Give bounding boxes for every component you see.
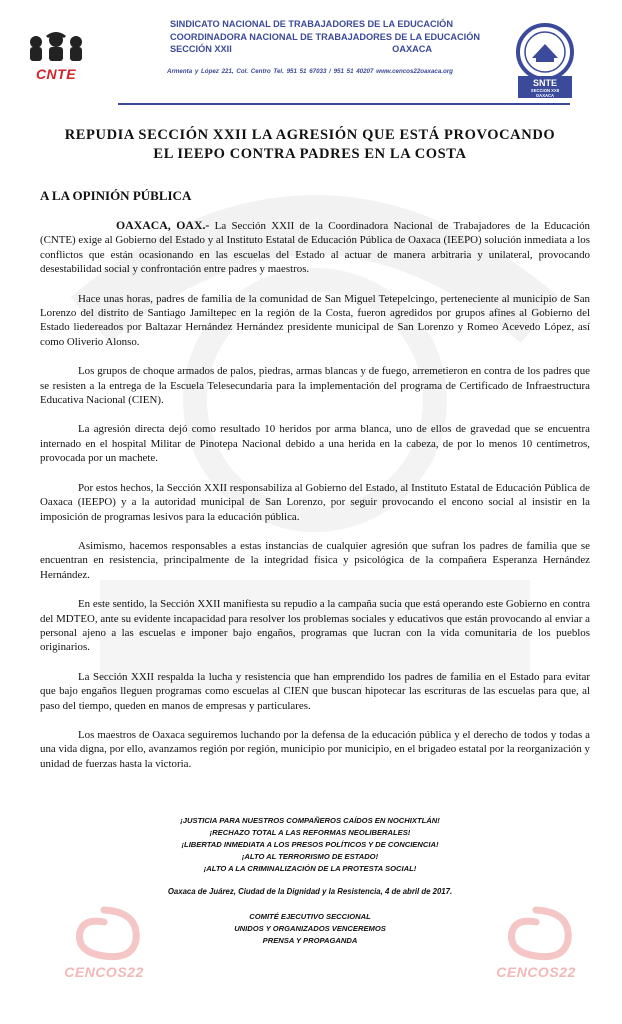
- cencos-swirl-icon: [476, 900, 596, 964]
- header-org-names: [170, 18, 481, 56]
- title-line-1: REPUDIA SECCIÓN XXII LA AGRESIÓN QUE ESTÁ PROVOCANDO: [64, 127, 556, 143]
- slogans: [120, 815, 500, 875]
- date-line: Oaxaca de Juárez, Ciudad de la Dignidad y la Resistencia, 4 de abril de 2017.: [167, 887, 453, 896]
- motto: UNIDOS Y ORGANIZADOS VENCEREMOS: [234, 924, 386, 933]
- paragraph-3: Los grupos de choque armados de palos, piedras, armas blancas y de fuego, arremetieron en contra de los padres que se resisten a la entrega de la Escuela Telesecundaria para la implementación del programa de Certificado de Infraestructura Educativa Nacional (CIEN).: [40, 365, 590, 407]
- title-line-2: EL IEEPO CONTRA PADRES EN LA COSTA: [153, 146, 467, 162]
- slogan: ¡RECHAZO TOTAL A LAS REFORMAS NEOLIBERALES!: [209, 828, 411, 837]
- paragraph-5: Por estos hechos, la Sección XXII responsabiliza al Gobierno del Estado, al Instituto Estatal de Educación Pública de Oaxaca (IEEPO) y a la autoridad municipal de San Lorenzo, por seguir provocando el encono social al insistir en la imposición de programas lesivos para la educación pública.: [40, 481, 590, 523]
- header-section: SECCIÓN XXII: [170, 44, 232, 54]
- paragraph-9: Los maestros de Oaxaca seguiremos luchando por la defensa de la educación pública y el derecho de todos y todas a una vida digna, por ello, avanzamos región por región, municipio por municipio, en el brigadeo estatal por la reorganización y unidad de fuerzas hasta la victoria.: [40, 728, 590, 770]
- dateline-lead: OAXACA, OAX.-: [116, 218, 210, 232]
- header-line-1: SINDICATO NACIONAL DE TRABAJADORES DE LA EDUCACIÓN: [170, 19, 453, 29]
- header-line-3: [170, 43, 432, 56]
- paragraph-4: La agresión directa dejó como resultado 10 heridos por arma blanca, uno de ellos de gravedad que se encuentra internado en el hospital Militar de Pinotepa Nacional debido a una herida en la cabeza, de por lo menos 10 centímetros, provocada por un machete.: [40, 423, 590, 465]
- document-title: [60, 126, 560, 164]
- slogan: ¡JUSTICIA PARA NUESTROS COMPAÑEROS CAÍDOS EN NOCHIXTLÁN!: [180, 816, 440, 825]
- paragraph-1: [40, 218, 590, 277]
- committee-name: COMITÉ EJECUTIVO SECCIONAL: [249, 912, 371, 921]
- header-address: Armenta y López 221, Col. Centro Tel. 951 51 67033 / 951 51 40207 www.cencos22oaxaca.org: [167, 68, 453, 75]
- cencos-label-left: CENCOS22: [64, 964, 144, 980]
- snte-logo-text: SNTE: [532, 78, 558, 88]
- cencos-label-right: CENCOS22: [496, 964, 576, 980]
- paragraph-7: En este sentido, la Sección XXII manifiesta su repudio a la campaña sucia que está operando este Gobierno en contra del MDTEO, ante su evidente incapacidad para resolver los problemas sociales y educativos que están provocando al enviar a personal ajeno a las escuelas e imponer bajo engaños, programas que lucran con la vida comunitaria de los pueblos originarios.: [40, 598, 590, 654]
- signature-block: [160, 911, 460, 947]
- header-state: OAXACA: [392, 44, 432, 54]
- cnte-logo: [22, 30, 102, 92]
- snte-seal-logo: [508, 22, 582, 100]
- snte-logo-section: SECCION XXII: [530, 88, 560, 93]
- paragraph-2: Hace unas horas, padres de familia de la comunidad de San Miguel Tetepelcingo, perteneciente al municipio de San Lorenzo del distrito de Santiago Jamiltepec en la región de la Costa, fueron agredidos por grupos afines al Gobierno del Estado liedereados por Baltazar Hernández Hernández presidente municipal de San Lorenzo y Romeo Acevedo López, así como Oliverio Alonso.: [40, 292, 590, 348]
- slogan: ¡ALTO A LA CRIMINALIZACIÓN DE LA PROTESTA SOCIAL!: [203, 864, 417, 873]
- slogan: ¡LIBERTAD INMEDIATA A LOS PRESOS POLÍTICOS Y DE CONCIENCIA!: [181, 840, 439, 849]
- document-body: [40, 218, 590, 786]
- header-divider: [118, 103, 570, 105]
- header-line-2: COORDINADORA NACIONAL DE TRABAJADORES DE LA EDUCACIÓN: [170, 31, 481, 42]
- letterhead: [0, 0, 622, 108]
- slogan: ¡ALTO AL TERRORISMO DE ESTADO!: [241, 852, 379, 861]
- snte-logo-state: OAXACA: [535, 93, 555, 98]
- paragraph-1-text: La Sección XXII de la Coordinadora Nacional de Trabajadores de la Educación (CNTE) exige al Gobierno del Estado y al Instituto Estatal de Educación Pública de Oaxaca (IEEPO) solución inmediata a los conflictos que están ocasionando en las escuelas del Estado al actuar de manera arbitraria y unilateral, provocando desestabilidad social y confrontación entre padres y maestros.: [40, 220, 590, 276]
- paragraph-6: Asimismo, hacemos responsables a estas instancias de cualquier agresión que sufran los padres de familia que se encuentran en resistencia, principalmente de la integridad física y psicológica de la compañera Esperanza Hernández Hernández.: [40, 539, 590, 581]
- cencos-logo-right: [476, 900, 596, 1000]
- paragraph-8: La Sección XXII respalda la lucha y resistencia que han emprendido los padres de familia en el Estado para evitar que bajo engaños lleguen programas como escuelas al CIEN que buscan hipotecar las escrituras de las escuelas para que, al paso del tiempo, queden en manos de empresas y particulares.: [40, 670, 590, 712]
- cencos-swirl-icon: [44, 900, 164, 964]
- cencos-logo-left: [44, 900, 164, 1000]
- department: PRENSA Y PROPAGANDA: [262, 936, 358, 945]
- cnte-logo-text: CNTE: [35, 66, 77, 82]
- salutation: A LA OPINIÓN PÚBLICA: [40, 188, 192, 203]
